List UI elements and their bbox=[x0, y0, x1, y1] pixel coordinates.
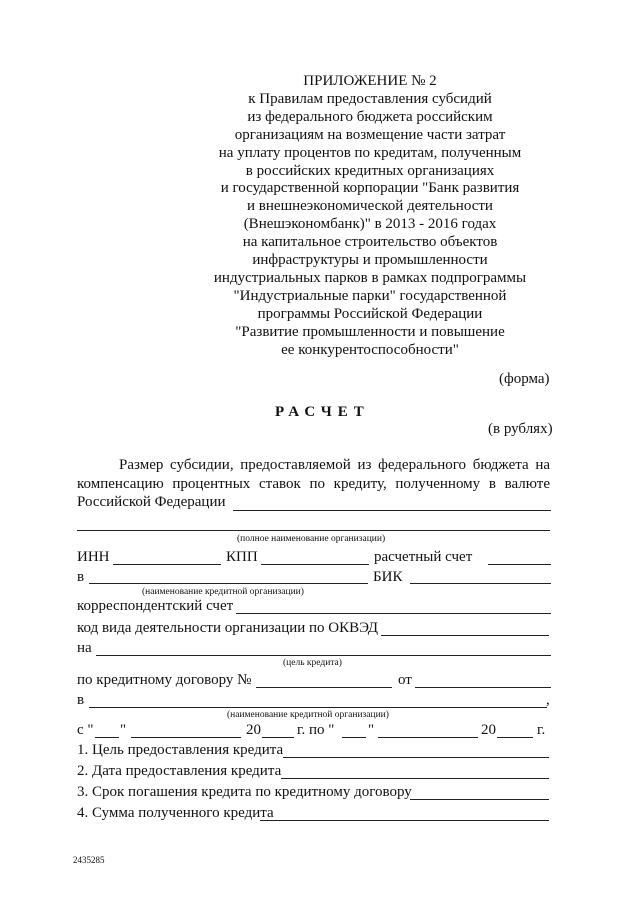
credit-purpose-hint: (цель кредита) bbox=[283, 658, 342, 668]
item-4-label: 4. Сумма полученного кредита bbox=[77, 805, 274, 821]
intro-line-3: Российской Федерации bbox=[77, 494, 226, 510]
appendix-line: на уплату процентов по кредитам, полученным bbox=[218, 144, 522, 161]
appendix-line: в российских кредитных организациях bbox=[245, 162, 495, 179]
year-suffix: г. bbox=[537, 722, 546, 738]
kpp-field[interactable] bbox=[261, 564, 369, 565]
kpp-label: КПП bbox=[226, 549, 258, 565]
item-4-field[interactable] bbox=[260, 820, 549, 821]
lender-name-hint: (наименование кредитной организации) bbox=[227, 710, 389, 720]
account-field[interactable] bbox=[488, 564, 551, 565]
intro-paragraph bbox=[77, 456, 550, 512]
account-label: расчетный счет bbox=[374, 549, 473, 565]
org-name-field[interactable] bbox=[77, 530, 550, 531]
item-3-field[interactable] bbox=[410, 799, 549, 800]
end-day-field[interactable] bbox=[342, 737, 366, 738]
document-title: РАСЧЕТ bbox=[275, 404, 370, 420]
appendix-line: к Правилам предоставления субсидий bbox=[248, 90, 492, 107]
bik-field[interactable] bbox=[410, 583, 551, 584]
start-day-field[interactable] bbox=[95, 737, 119, 738]
appendix-line: и внешнеэкономической деятельности bbox=[247, 198, 493, 215]
units-label: (в рублях) bbox=[488, 421, 553, 437]
bik-label: БИК bbox=[373, 569, 403, 585]
quote-2: " bbox=[368, 722, 375, 738]
lender-comma: , bbox=[546, 692, 550, 708]
end-year-field[interactable] bbox=[497, 737, 533, 738]
loan-agreement-label: по кредитному договору № bbox=[77, 672, 252, 688]
appendix-line: ее конкурентоспособности" bbox=[281, 341, 459, 358]
org-name-hint: (полное наименование организации) bbox=[237, 534, 386, 544]
item-1-label: 1. Цель предоставления кредита bbox=[77, 742, 284, 758]
corr-account-label: корреспондентский счет bbox=[77, 598, 234, 614]
loan-agreement-date-field[interactable] bbox=[415, 687, 551, 688]
appendix-line: на капитальное строительство объектов bbox=[242, 234, 498, 251]
start-year-field[interactable] bbox=[262, 737, 294, 738]
appendix-line: "Индустриальные парки" государственной bbox=[233, 287, 507, 304]
item-1-field[interactable] bbox=[283, 757, 549, 758]
end-month-field[interactable] bbox=[378, 737, 478, 738]
intro-line-1: Размер субсидии, предоставляемой из федерального бюджета на bbox=[119, 457, 550, 473]
period-from-label: с " bbox=[77, 722, 94, 738]
subsidy-amount-field[interactable] bbox=[233, 510, 551, 511]
okved-label: код вида деятельности организации по ОКВЭД bbox=[77, 620, 379, 636]
appendix-line: и государственной корпорации "Банк развития bbox=[220, 180, 520, 197]
intro-line-2: компенсацию процентных ставок по кредиту, полученному в валюте bbox=[77, 475, 550, 492]
bank-name-hint: (наименование кредитной организации) bbox=[142, 587, 304, 597]
appendix-line: индустриальных парков в рамках подпрограммы bbox=[213, 269, 527, 286]
inn-field[interactable] bbox=[113, 564, 221, 565]
bank-prefix: в bbox=[77, 569, 85, 585]
appendix-line: организациям на возмещение части затрат bbox=[234, 126, 506, 143]
inn-label: ИНН bbox=[77, 549, 110, 565]
appendix-line: инфраструктуры и промышленности bbox=[252, 252, 488, 269]
lender-prefix: в bbox=[77, 692, 85, 708]
lender-name-field[interactable] bbox=[89, 707, 547, 708]
appendix-line: программы Российской Федерации bbox=[257, 305, 483, 322]
document-id: 2435285 bbox=[73, 855, 105, 865]
from-label: от bbox=[398, 672, 412, 688]
item-3-label: 3. Срок погашения кредита по кредитному договору bbox=[77, 784, 412, 800]
corr-account-field[interactable] bbox=[236, 613, 551, 614]
start-month-field[interactable] bbox=[131, 737, 241, 738]
purpose-prefix: на bbox=[77, 640, 92, 656]
appendix-header bbox=[200, 73, 540, 360]
form-label: (форма) bbox=[499, 371, 550, 387]
end-year-prefix: 20 bbox=[481, 722, 496, 738]
credit-purpose-field[interactable] bbox=[96, 655, 551, 656]
start-year-prefix: 20 bbox=[246, 722, 261, 738]
item-2-label: 2. Дата предоставления кредита bbox=[77, 763, 282, 779]
loan-agreement-number-field[interactable] bbox=[256, 687, 392, 688]
period-to-label: г. по " bbox=[297, 722, 335, 738]
okved-field[interactable] bbox=[381, 635, 549, 636]
quote-1: " bbox=[120, 722, 127, 738]
item-2-field[interactable] bbox=[281, 778, 549, 779]
appendix-line: "Развитие промышленности и повышение bbox=[235, 323, 505, 340]
appendix-line: (Внешэкономбанк)" в 2013 - 2016 годах bbox=[243, 216, 497, 233]
appendix-line: из федерального бюджета российским bbox=[247, 108, 493, 125]
appendix-line: ПРИЛОЖЕНИЕ № 2 bbox=[303, 73, 437, 89]
bank-name-field[interactable] bbox=[89, 583, 368, 584]
